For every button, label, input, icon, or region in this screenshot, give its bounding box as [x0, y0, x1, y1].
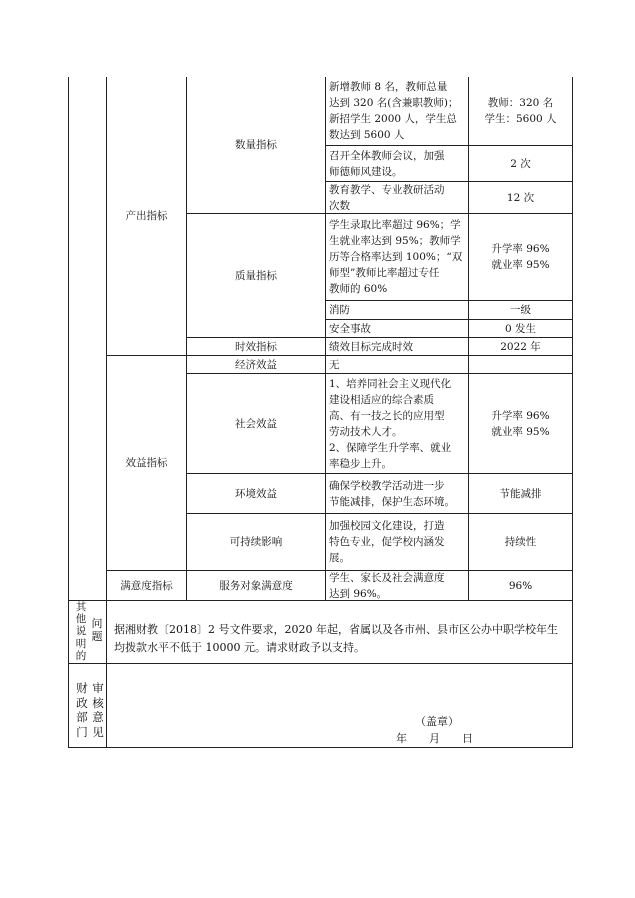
quantity-row-3-content: 教育教学、专业教研活动 次数	[329, 183, 445, 212]
other-notes-label: 其 他 说 明 的	[75, 601, 87, 662]
quality-row-2-content: 消防	[329, 304, 350, 316]
social-benefit-value: 升学率 96% 就业率 95%	[491, 409, 550, 438]
satisfaction-value: 96%	[508, 579, 533, 592]
quality-indicator-label: 质量指标	[235, 269, 277, 282]
timeliness-content: 绩效目标完成时效	[329, 340, 413, 353]
social-benefit-label: 社会效益	[235, 417, 277, 430]
benefit-indicators-label: 效益指标	[125, 457, 168, 469]
output-indicators-label: 产出指标	[125, 210, 168, 222]
quality-row-3-content: 安全事故	[329, 322, 371, 335]
table-border-left	[68, 77, 69, 747]
other-notes-text-line-2: 均拨款水平不低于 10000 元。请求财政予以支持。	[114, 641, 365, 654]
sustainable-impact-label: 可持续影响	[229, 536, 283, 548]
quantity-indicator-label: 数量指标	[235, 139, 277, 151]
environment-benefit-label: 环境效益	[235, 487, 277, 500]
other-notes-sub-label: 问 题	[91, 617, 103, 643]
quality-row-3-value: 0 发生	[504, 322, 537, 335]
social-benefit-content: 1、培养同社会主义现代化 建设相适应的综合素质 高、有一技之长的应用型 劳动技术人才。 2、保障学生升学率、就业 率稳步上升。	[329, 377, 452, 470]
quantity-row-2-content: 召开全体教师会议，加强 师德师风建设。	[329, 149, 445, 178]
finance-department-label: 财 政 部 门	[76, 681, 88, 739]
timeliness-indicator-label: 时效指标	[235, 340, 277, 353]
quality-row-1-content: 学生录取比率超过 96%；学 生就业率达到 95%；教师学 历等合格率达到 100%；“双 师型”教师比率超过专任 教师的 60%	[329, 219, 463, 295]
satisfaction-content: 学生、家长及社会满意度 达到 96%。	[329, 571, 445, 600]
sustainable-impact-content: 加强校园文化建设，打造 特色专业，促学校内涵发 展。	[329, 520, 445, 564]
review-opinion-label: 审 核 意 见	[92, 681, 104, 739]
quantity-row-2-value: 2 次	[510, 157, 531, 170]
date-line: 年 月 日	[396, 732, 473, 745]
sustainable-impact-value: 持续性	[504, 536, 537, 548]
table-border-bottom	[68, 747, 573, 748]
table-border-right	[572, 77, 573, 747]
timeliness-value: 2022 年	[500, 340, 541, 353]
quantity-row-1-value: 教师：320 名 学生：5600 人	[484, 97, 557, 125]
satisfaction-sub-label: 服务对象满意度	[219, 579, 293, 592]
economic-benefit-content: 无	[329, 358, 340, 371]
quality-row-2-value: 一级	[510, 304, 531, 316]
grid-line	[68, 600, 573, 601]
satisfaction-indicator-label: 满意度指标	[120, 579, 173, 592]
environment-benefit-content: 确保学校教学活动进一步 节能减排，保护生态环境。	[329, 479, 455, 508]
economic-benefit-label: 经济效益	[235, 358, 277, 371]
quantity-row-3-value: 12 次	[506, 191, 535, 204]
environment-benefit-value: 节能减排	[499, 487, 542, 500]
quantity-row-1-content: 新增教师 8 名，教师总量 达到 320 名(含兼职教师)； 新招学生 2000 人，学生总 数达到 5600 人	[329, 81, 459, 141]
other-notes-text-line-1: 据湘财教〔2018〕2 号文件要求，2020 年起，省属以及各市州、县市区公办中职学校年生	[114, 623, 558, 636]
grid-line	[68, 663, 573, 664]
seal-placeholder: （盖章）	[415, 715, 459, 728]
economic-benefit-value	[469, 356, 572, 373]
quality-row-1-value: 升学率 96% 就业率 95%	[491, 243, 550, 271]
